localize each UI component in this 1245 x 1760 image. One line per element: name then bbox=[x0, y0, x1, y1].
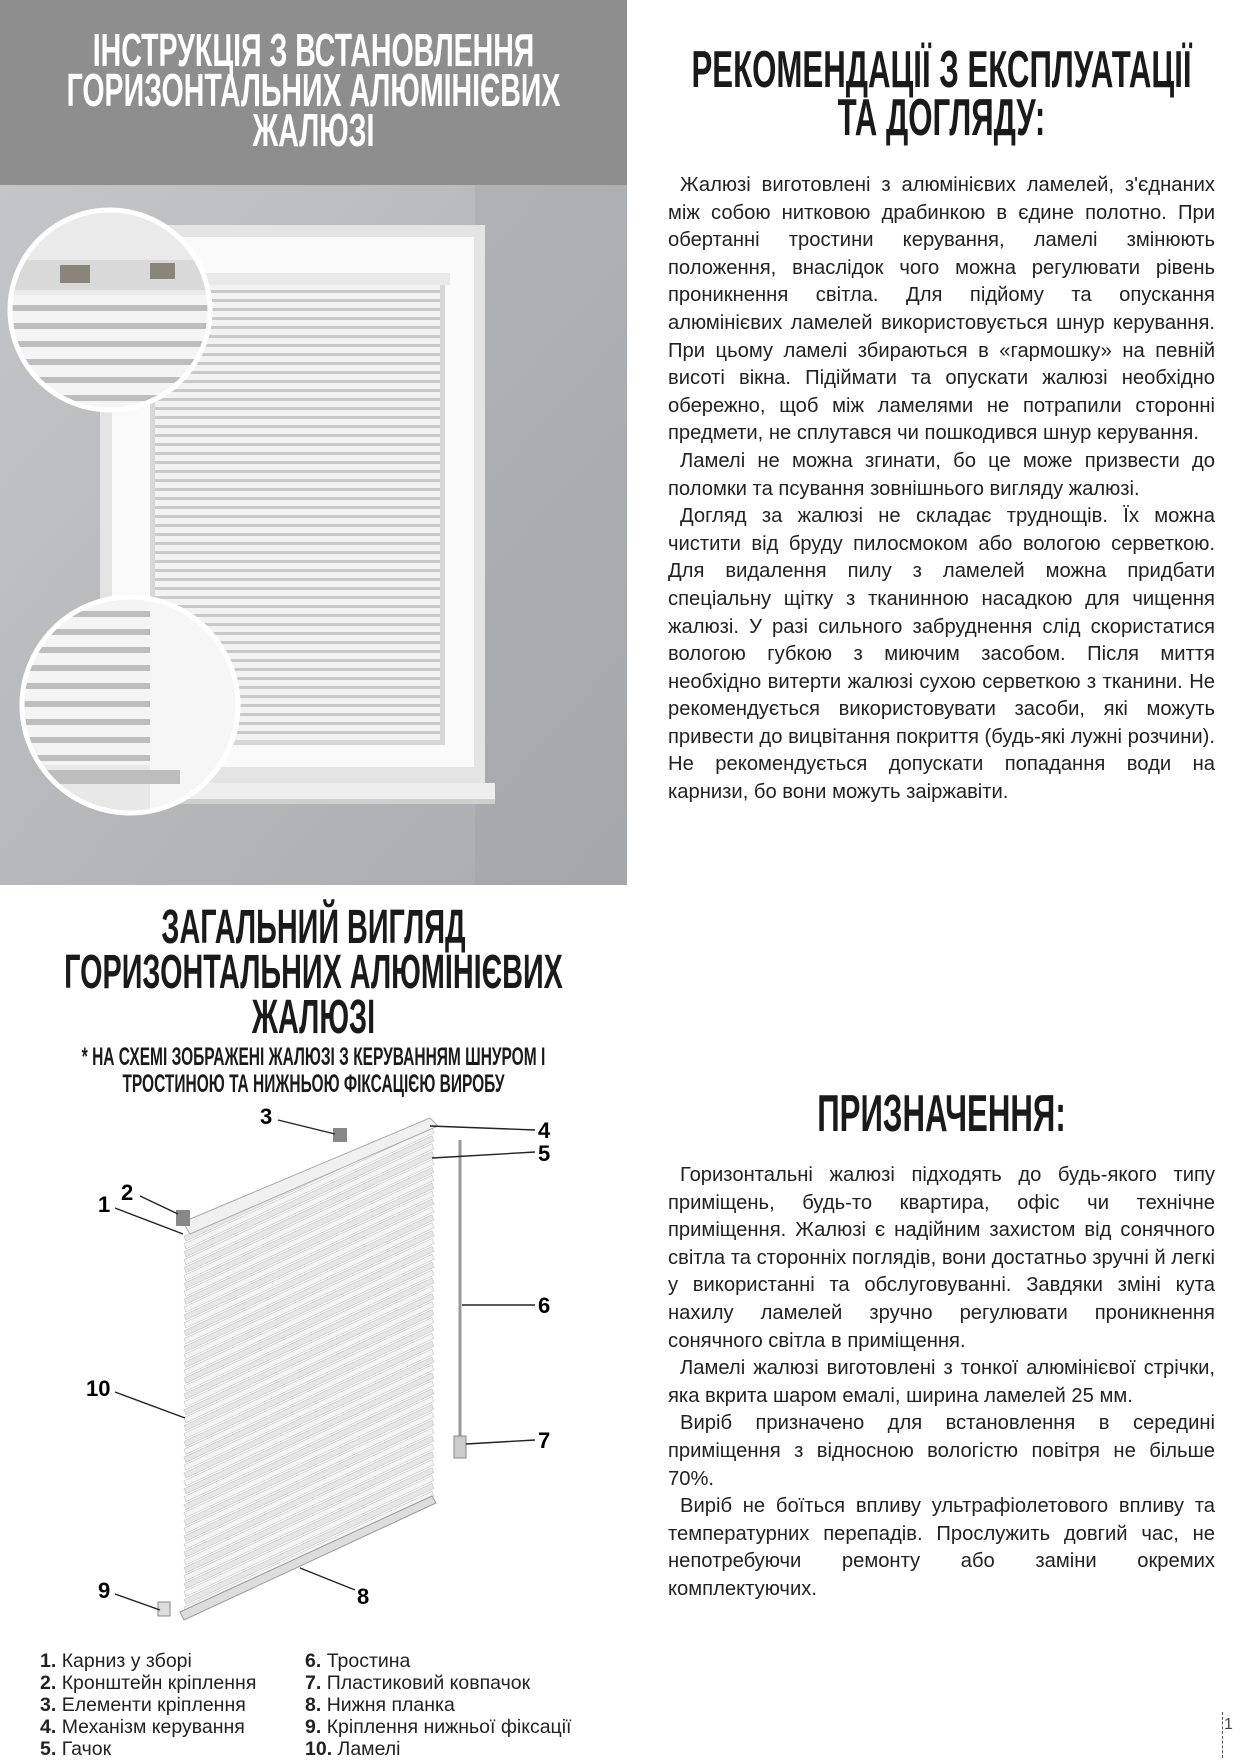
care-title-line: РЕКОМЕНДАЦІЇ З ЕКСПЛУАТАЦІЇ bbox=[691, 41, 1192, 99]
legend-num: 10. bbox=[305, 1738, 333, 1760]
blinds-diagram bbox=[0, 1100, 627, 1640]
legend-item bbox=[40, 1672, 256, 1694]
callout-5: 5 bbox=[538, 1141, 551, 1166]
legend-text: Нижня планка bbox=[326, 1694, 455, 1716]
legend-num: 3. bbox=[40, 1694, 57, 1716]
care-title bbox=[597, 41, 1245, 147]
callout-3: 3 bbox=[260, 1104, 273, 1129]
paragraph: Виріб не боїться впливу ультрафіолетового впливу та температурних перепадів. Прослужить довгий час, не непотребуючи ремонту або заміни окремих комплектуючих. bbox=[668, 1495, 1215, 1600]
bracket bbox=[176, 1210, 190, 1226]
legend-text: Механізм керування bbox=[61, 1716, 245, 1738]
legend-num: 2. bbox=[40, 1672, 57, 1694]
overview-line: ЗАГАЛЬНИЙ ВИГЛЯД bbox=[161, 901, 466, 954]
wand-cap bbox=[454, 1436, 466, 1458]
instruction-header bbox=[0, 0, 627, 185]
paragraph: Догляд за жалюзі не складає труднощів. Їх можна чистити від бруду пилосмоком або вологою серветкою. Для видалення пилу з ламелей можна придбати спеціальну щітку з тканинною насадкою для чищення жалюзі. У разі сильного забруднення слід скористатися вологою губкою з миючим засобом. Після миття необхідно витерти жалюзі сухою серветкою з тканини. Не рекомендується використовувати засоби, які можуть привести до вицвітання покриття (будь-які лужні розчини). Не рекомендується допускати попадання води на карнизи, бо вони можуть заіржавіти. bbox=[668, 505, 1215, 804]
legend-num: 5. bbox=[40, 1738, 57, 1760]
legend-item bbox=[305, 1672, 571, 1694]
legend-text: Ламелі bbox=[337, 1738, 401, 1760]
legend-num: 9. bbox=[305, 1716, 322, 1738]
legend-text: Гачок bbox=[61, 1738, 112, 1760]
blind-slats bbox=[184, 1120, 434, 1612]
legend-num: 1. bbox=[40, 1650, 57, 1672]
note-line: * НА СХЕМІ ЗОБРАЖЕНІ ЖАЛЮЗІ З КЕРУВАННЯМ ШНУРОМ І bbox=[81, 1043, 546, 1071]
legend-text: Елементи кріплення bbox=[61, 1694, 246, 1716]
callout-1: 1 bbox=[98, 1192, 111, 1217]
callout-2: 2 bbox=[121, 1180, 134, 1205]
callout-8: 8 bbox=[357, 1584, 370, 1609]
legend-num: 6. bbox=[305, 1650, 322, 1672]
paragraph: Ламелі жалюзі виготовлені з тонкої алюмінієвої стрічки, яка вкрита шаром емалі, ширина ламелей 25 мм. bbox=[668, 1357, 1215, 1407]
legend-col-2 bbox=[305, 1650, 571, 1760]
title-line: ГОРИЗОНТАЛЬНИХ АЛЮМІНІЄВИХ bbox=[66, 64, 561, 116]
page-number: 1 bbox=[1224, 1716, 1233, 1733]
legend-item bbox=[305, 1694, 571, 1716]
instruction-title bbox=[0, 24, 632, 156]
note-line: ТРОСТИНОЮ ТА НИЖНЬОЮ ФІКСАЦІЄЮ ВИРОБУ bbox=[122, 1070, 505, 1098]
callout-4: 4 bbox=[538, 1118, 551, 1143]
legend-text: Карниз у зборі bbox=[61, 1650, 192, 1672]
title-line: ІНСТРУКЦІЯ З ВСТАНОВЛЕННЯ bbox=[92, 24, 535, 76]
legend-item bbox=[305, 1716, 571, 1738]
legend-text: Кріплення нижньої фіксації bbox=[326, 1716, 572, 1738]
paragraph: Жалюзі виготовлені з алюмінієвих ламелей, з'єднаних між собою нитковою драбинкою в єдине полотно. При обертанні тростини керування, ламелі змінюють положення, внаслідок чого можна регулювати рівень проникнення світла. Для підйому та опускання алюмінієвих ламелей використовується шнур керування. При цьому ламелі збираються в «гармошку» на певній висоті вікна. Підіймати та опускати жалюзі необхідно обережно, щоб між ламелями не потрапили сторонні предмети, не сплутався чи пошкодився шнур керування. bbox=[668, 174, 1215, 445]
legend-num: 7. bbox=[305, 1672, 322, 1694]
legend-item bbox=[305, 1738, 571, 1760]
legend-item bbox=[40, 1716, 256, 1738]
overview-line: ГОРИЗОНТАЛЬНИХ АЛЮМІНІЄВИХ bbox=[64, 946, 563, 999]
bottom-fixing bbox=[158, 1602, 170, 1616]
fixing-elements bbox=[333, 1128, 347, 1142]
legend-item bbox=[305, 1650, 571, 1672]
legend-col-1 bbox=[40, 1650, 256, 1760]
care-text bbox=[668, 172, 1215, 807]
legend-item bbox=[40, 1738, 256, 1760]
page-edge-divider bbox=[1222, 1712, 1223, 1758]
paragraph: Ламелі не можна згинати, бо це може призвести до поломки та псування зовнішнього вигляду жалюзі. bbox=[668, 449, 1215, 500]
legend-text: Кронштейн кріплення bbox=[61, 1672, 257, 1694]
legend-item bbox=[40, 1650, 256, 1672]
legend-item bbox=[40, 1694, 256, 1716]
legend-num: 4. bbox=[40, 1716, 57, 1738]
overview-note bbox=[0, 1044, 632, 1098]
overview-title bbox=[5, 901, 621, 1044]
legend-num: 8. bbox=[305, 1694, 322, 1716]
window-blinds-photo bbox=[0, 185, 627, 885]
callout-7: 7 bbox=[538, 1428, 551, 1453]
callout-9: 9 bbox=[98, 1578, 111, 1603]
callout-10: 10 bbox=[86, 1376, 111, 1401]
legend-text: Тростина bbox=[326, 1650, 411, 1672]
overview-line: ЖАЛЮЗІ bbox=[251, 991, 376, 1044]
legend-text: Пластиковий ковпачок bbox=[326, 1672, 531, 1694]
purpose-text bbox=[668, 1162, 1215, 1604]
paragraph: Виріб призначено для встановлення в середині приміщення з відносною вологістю повітря не більше 70%. bbox=[668, 1412, 1215, 1490]
paragraph: Горизонтальні жалюзі підходять до будь-якого типу приміщень, будь-то квартира, офіс чи технічне приміщення. Жалюзі є надійним захистом від сонячного світла та сторонніх поглядів, вони достатньо зручні й легкі у використанні та обслуговуванні. Завдяки зміні кута нахилу ламелей зручно регулювати проникнення сонячного світла в приміщення. bbox=[668, 1164, 1215, 1352]
purpose-title: ПРИЗНАЧЕННЯ: bbox=[817, 1085, 1066, 1143]
title-line: ЖАЛЮЗІ bbox=[252, 104, 375, 156]
callout-6: 6 bbox=[538, 1293, 551, 1318]
care-title-line: ТА ДОГЛЯДУ: bbox=[837, 89, 1046, 147]
